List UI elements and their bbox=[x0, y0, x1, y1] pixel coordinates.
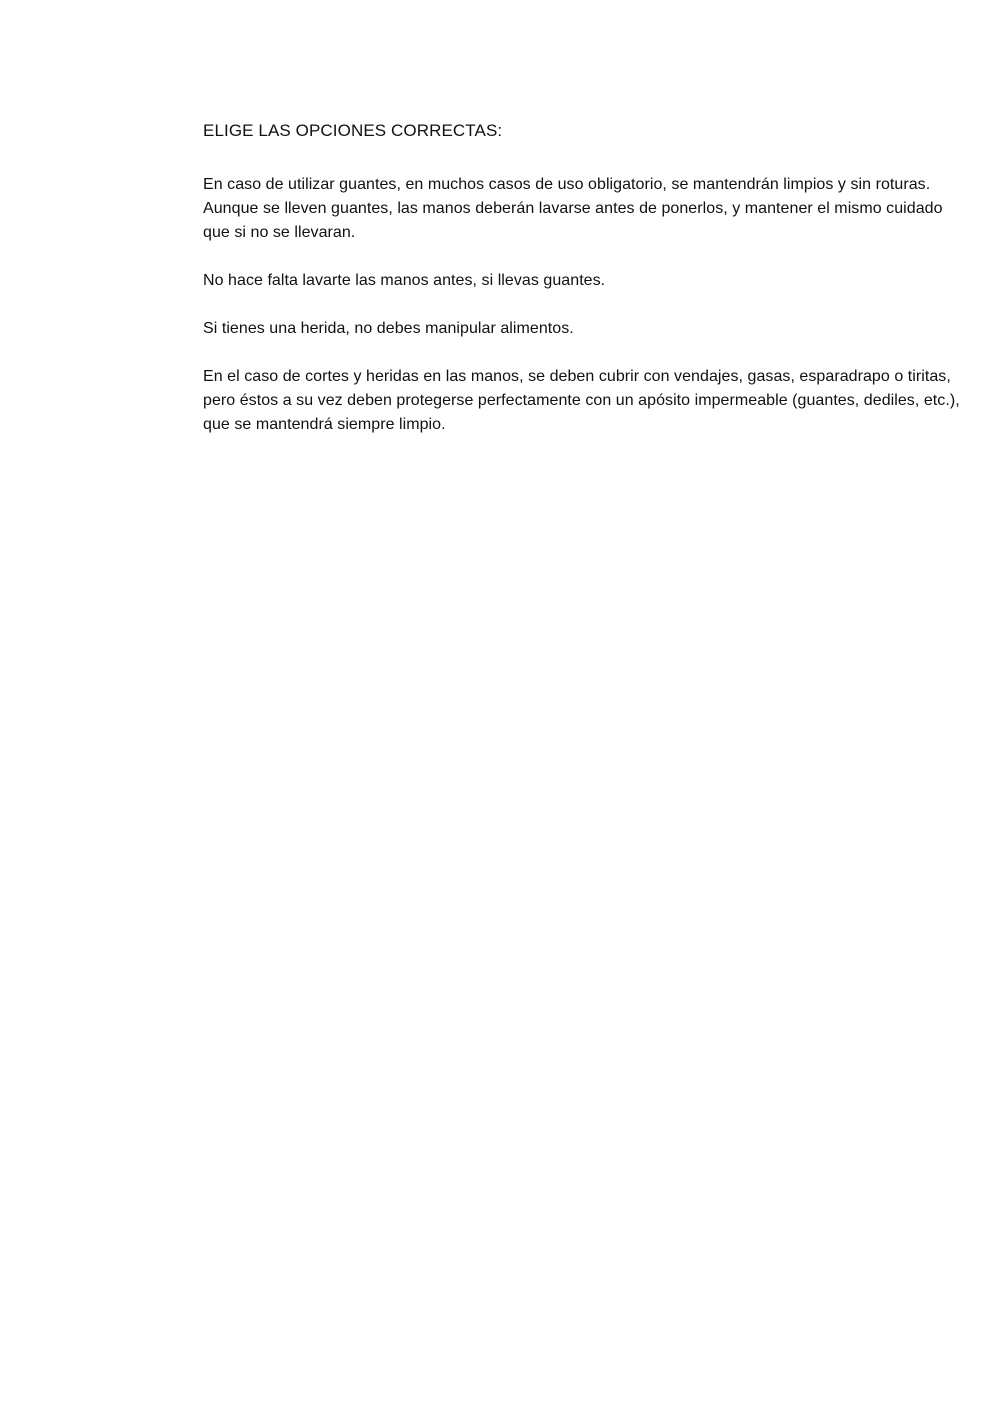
option-gloves-statement: En caso de utilizar guantes, en muchos casos de uso obligatorio, se mantendrán limpios y sin roturas. Aunque se lleven guantes, las manos deberán lavarse antes de ponerlos, y mantener el mismo cuidado que si no se llevaran. bbox=[203, 176, 943, 241]
option-wound-statement: Si tienes una herida, no debes manipular alimentos. bbox=[203, 320, 574, 337]
option-cuts-statement: En el caso de cortes y heridas en las manos, se deben cubrir con vendajes, gasas, esparadrapo o tiritas, pero éstos a su vez deben protegerse perfectamente con un apósito impermeable (guantes, dediles, etc.), que se mantendrá siempre limpio. bbox=[203, 368, 960, 433]
option-no-handwash-statement: No hace falta lavarte las manos antes, si llevas guantes. bbox=[203, 272, 606, 289]
instruction-heading: ELIGE LAS OPCIONES CORRECTAS: bbox=[203, 121, 503, 140]
document-content bbox=[203, 119, 963, 461]
